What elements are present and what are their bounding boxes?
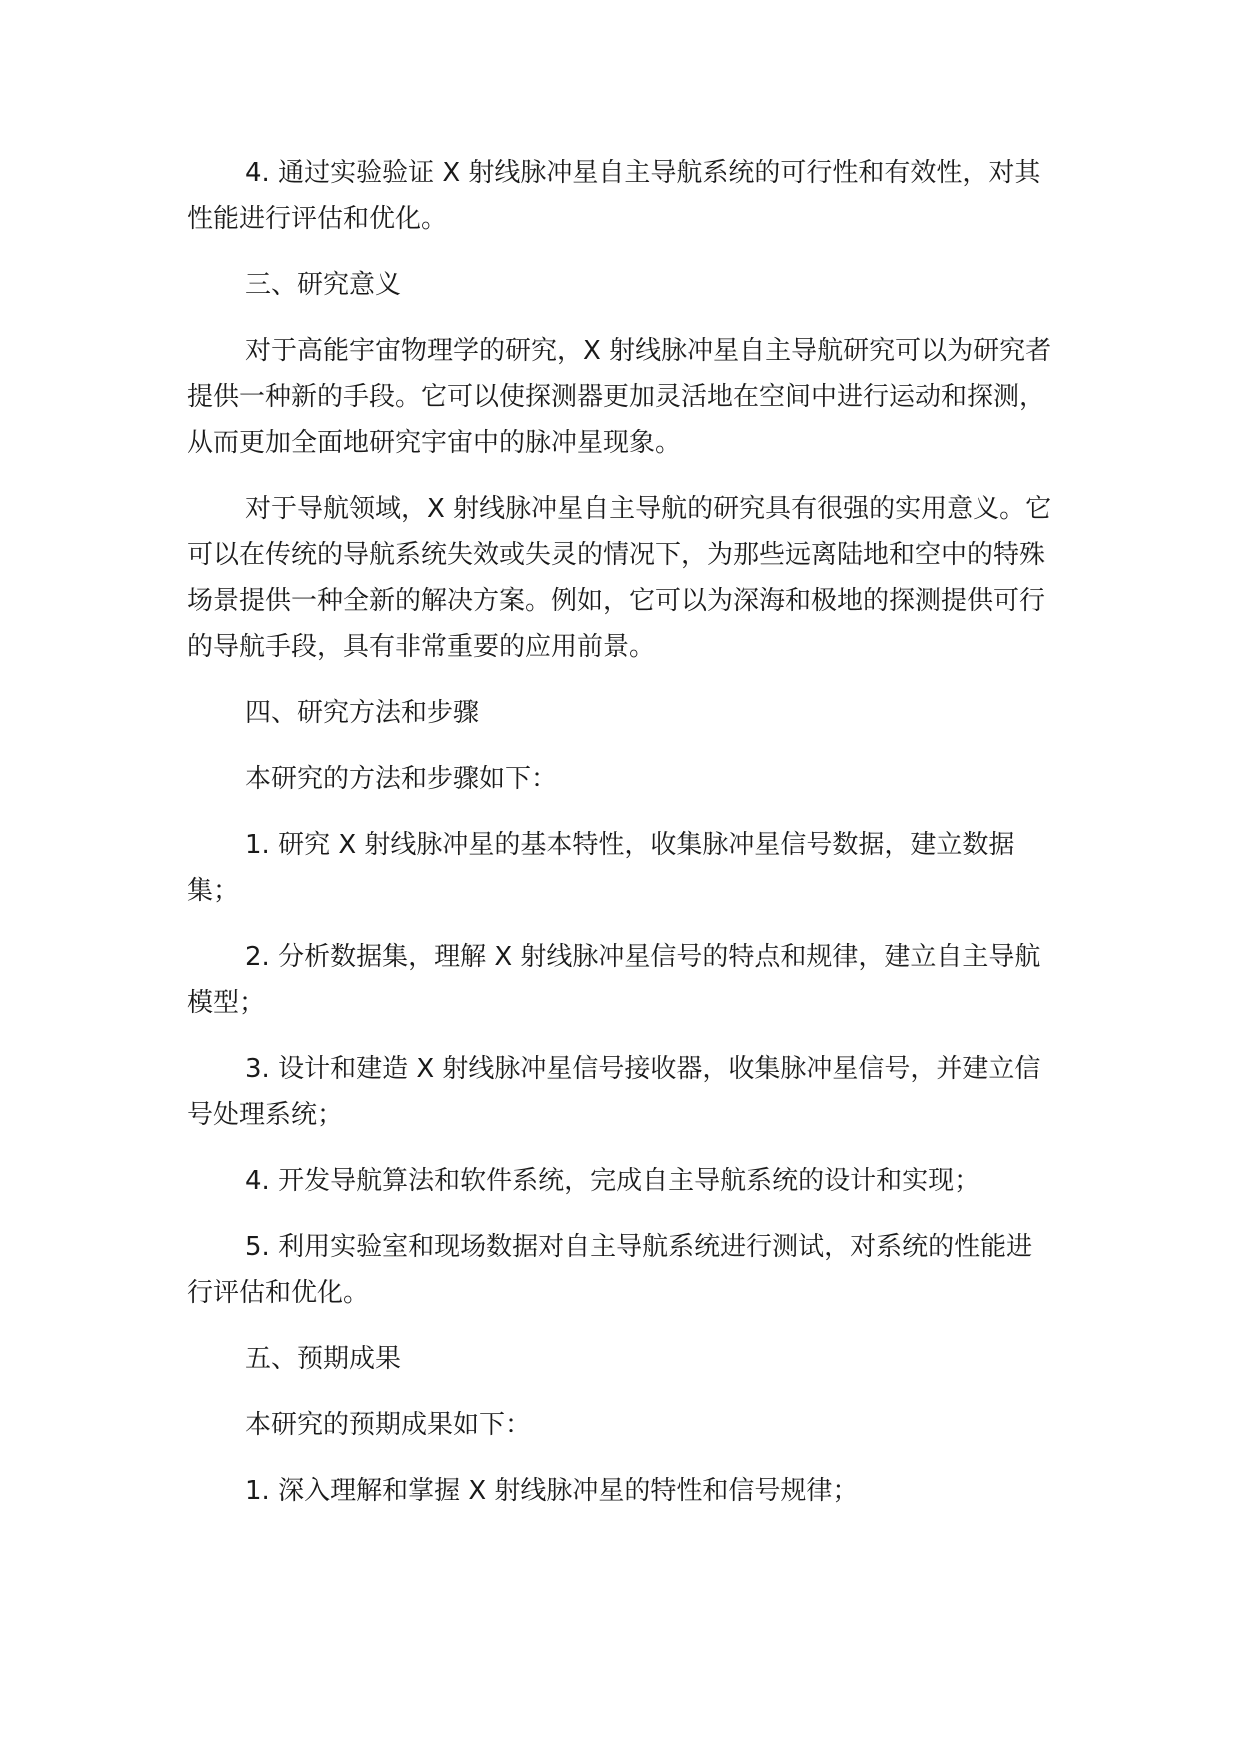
paragraph-expected-results-intro: 本研究的预期成果如下： [245, 1410, 532, 1440]
list-item-4-develop-algorithms: 4. 开发导航算法和软件系统，完成自主导航系统的设计和实现； [245, 1166, 981, 1196]
document-body [187, 150, 1057, 1534]
list-item-1-understand-characteristics: 1. 深入理解和掌握 X 射线脉冲星的特性和信号规律； [245, 1476, 859, 1506]
paragraph-navigation-significance: 对于导航领域，X 射线脉冲星自主导航的研究具有很强的实用意义。它可以在传统的导航系统失效或失灵的情况下，为那些远离陆地和空中的特殊场景提供一种全新的解决方案。例如，它可以为深海和极地的探测提供可行的导航手段，具有非常重要的应用前景。 [187, 494, 1052, 662]
list-item-4-validation: 4. 通过实验验证 X 射线脉冲星自主导航系统的可行性和有效性，对其性能进行评估和优化。 [187, 158, 1041, 234]
section-heading-methods-steps: 四、研究方法和步骤 [245, 698, 480, 728]
paragraph-methods-intro: 本研究的方法和步骤如下： [245, 764, 558, 794]
list-item-2-analyze-dataset: 2. 分析数据集，理解 X 射线脉冲星信号的特点和规律，建立自主导航模型； [187, 942, 1041, 1018]
section-heading-expected-results: 五、预期成果 [245, 1344, 402, 1374]
section-heading-research-significance: 三、研究意义 [245, 270, 402, 300]
list-item-1-study-characteristics: 1. 研究 X 射线脉冲星的基本特性，收集脉冲星信号数据，建立数据集； [187, 830, 1015, 906]
list-item-5-testing: 5. 利用实验室和现场数据对自主导航系统进行测试，对系统的性能进行评估和优化。 [187, 1232, 1033, 1308]
paragraph-astrophysics-significance: 对于高能宇宙物理学的研究，X 射线脉冲星自主导航研究可以为研究者提供一种新的手段。它可以使探测器更加灵活地在空间中进行运动和探测，从而更加全面地研究宇宙中的脉冲星现象。 [187, 336, 1052, 458]
list-item-3-design-receiver: 3. 设计和建造 X 射线脉冲星信号接收器，收集脉冲星信号，并建立信号处理系统； [187, 1054, 1041, 1130]
